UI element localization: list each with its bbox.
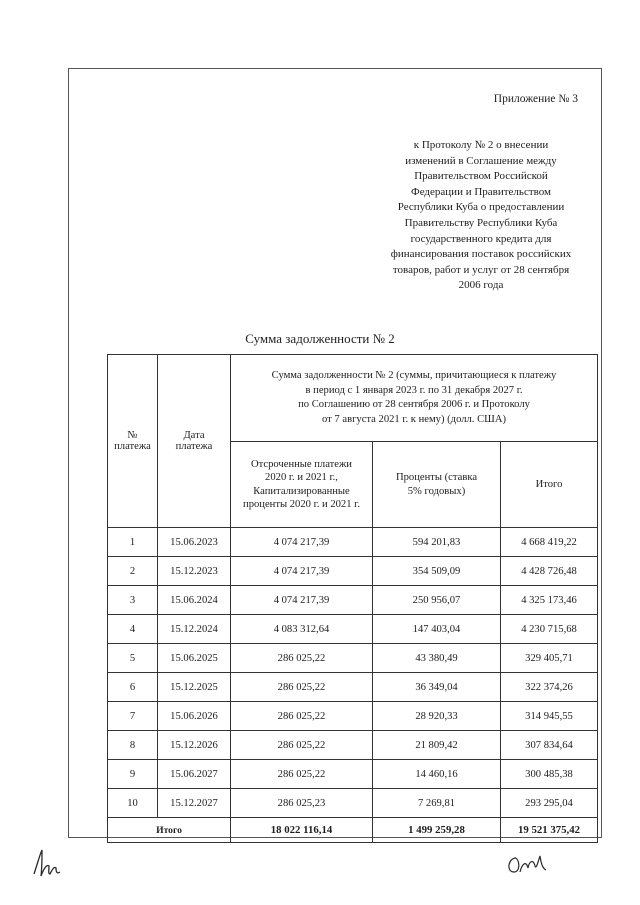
protocol-line: Правительством Российской — [414, 170, 548, 183]
row-deferred: 286 025,23 — [231, 789, 373, 818]
protocol-line: финансирования поставок российских — [390, 248, 572, 261]
row-total: 4 325 173,46 — [501, 586, 598, 615]
row-interest: 594 201,83 — [373, 528, 501, 557]
row-total: 314 945,55 — [501, 702, 598, 731]
row-number: 2 — [108, 557, 158, 586]
total-label: Итого — [108, 818, 231, 843]
protocol-line: изменений в Соглашение между — [405, 154, 557, 167]
header-line: № — [127, 430, 138, 441]
header-line: в период с 1 января 2023 г. по 31 декабря 2027 г. — [305, 384, 523, 396]
signature-initials-left — [30, 846, 70, 880]
row-interest: 36 349,04 — [373, 673, 501, 702]
header-line: Отсроченные платежи — [251, 458, 352, 470]
row-number: 6 — [108, 673, 158, 702]
header-deferred-payments — [231, 442, 373, 528]
row-deferred: 4 083 312,64 — [231, 615, 373, 644]
row-date: 15.12.2023 — [158, 557, 231, 586]
protocol-line: государственного кредита для — [410, 232, 552, 245]
table-row — [108, 760, 598, 789]
row-total: 322 374,26 — [501, 673, 598, 702]
row-total: 307 834,64 — [501, 731, 598, 760]
row-number: 3 — [108, 586, 158, 615]
protocol-line: 2006 года — [458, 279, 504, 292]
row-number: 7 — [108, 702, 158, 731]
row-date: 15.12.2027 — [158, 789, 231, 818]
row-number: 1 — [108, 528, 158, 557]
table-row — [108, 557, 598, 586]
row-total: 4 230 715,68 — [501, 615, 598, 644]
header-debt-group — [231, 355, 598, 442]
row-deferred: 286 025,22 — [231, 760, 373, 789]
row-total: 329 405,71 — [501, 644, 598, 673]
table-row — [108, 644, 598, 673]
row-date: 15.12.2024 — [158, 615, 231, 644]
table-row — [108, 673, 598, 702]
row-interest: 147 403,04 — [373, 615, 501, 644]
table-row — [108, 586, 598, 615]
row-deferred: 286 025,22 — [231, 644, 373, 673]
row-deferred: 4 074 217,39 — [231, 557, 373, 586]
header-total — [501, 442, 598, 528]
header-payment-date — [158, 355, 231, 528]
total-sum: 19 521 375,42 — [501, 818, 598, 843]
row-interest: 7 269,81 — [373, 789, 501, 818]
row-date: 15.06.2025 — [158, 644, 231, 673]
row-interest: 14 460,16 — [373, 760, 501, 789]
row-total: 293 295,04 — [501, 789, 598, 818]
row-interest: 354 509,09 — [373, 557, 501, 586]
protocol-line: Федерации и Правительством — [411, 185, 551, 198]
row-number: 10 — [108, 789, 158, 818]
row-date: 15.06.2026 — [158, 702, 231, 731]
row-date: 15.06.2023 — [158, 528, 231, 557]
header-line: Сумма задолженности № 2 (суммы, причитающиеся к платежу — [271, 370, 557, 381]
header-line: Итого — [535, 478, 563, 490]
table-row — [108, 528, 598, 557]
row-number: 4 — [108, 615, 158, 644]
table-row — [108, 702, 598, 731]
row-deferred: 4 074 217,39 — [231, 586, 373, 615]
header-line: Капитализированные — [253, 485, 350, 497]
row-deferred: 4 074 217,39 — [231, 528, 373, 557]
header-line: Дата — [183, 430, 205, 441]
row-deferred: 286 025,22 — [231, 673, 373, 702]
row-date: 15.12.2025 — [158, 673, 231, 702]
header-line: 2020 г. и 2021 г., — [265, 472, 338, 483]
appendix-label: Приложение № 3 — [493, 93, 578, 105]
debt-schedule-table — [107, 354, 598, 843]
row-number: 8 — [108, 731, 158, 760]
row-total: 300 485,38 — [501, 760, 598, 789]
protocol-line: Республики Куба о предоставлении — [397, 201, 565, 214]
protocol-line: товаров, работ и услуг от 28 сентября — [392, 263, 570, 276]
document-title: Сумма задолженности № 2 — [245, 331, 395, 346]
header-line: 5% годовых) — [407, 485, 466, 497]
protocol-line: к Протоколу № 2 о внесении — [413, 139, 549, 151]
header-line: Проценты (ставка — [395, 472, 478, 483]
header-line: по Соглашению от 28 сентября 2006 г. и Протоколу — [298, 399, 530, 410]
row-total: 4 428 726,48 — [501, 557, 598, 586]
row-date: 15.12.2026 — [158, 731, 231, 760]
row-deferred: 286 025,22 — [231, 702, 373, 731]
row-number: 9 — [108, 760, 158, 789]
total-interest: 1 499 259,28 — [373, 818, 501, 843]
row-interest: 43 380,49 — [373, 644, 501, 673]
row-deferred: 286 025,22 — [231, 731, 373, 760]
total-row — [108, 818, 598, 843]
header-payment-number — [108, 355, 158, 528]
row-date: 15.06.2027 — [158, 760, 231, 789]
row-date: 15.06.2024 — [158, 586, 231, 615]
header-interest — [373, 442, 501, 528]
row-total: 4 668 419,22 — [501, 528, 598, 557]
row-number: 5 — [108, 644, 158, 673]
signature-initials-right — [502, 848, 550, 878]
header-line: платежа — [114, 441, 151, 452]
table-row — [108, 731, 598, 760]
table-row — [108, 789, 598, 818]
row-interest: 28 920,33 — [373, 702, 501, 731]
table-row — [108, 615, 598, 644]
row-interest: 250 956,07 — [373, 586, 501, 615]
total-deferred: 18 022 116,14 — [231, 818, 373, 843]
row-interest: 21 809,42 — [373, 731, 501, 760]
protocol-reference — [370, 138, 592, 294]
header-line: проценты 2020 г. и 2021 г. — [243, 499, 360, 510]
header-line: от 7 августа 2021 г. к нему) (долл. США) — [321, 413, 507, 425]
protocol-line: Правительству Республики Куба — [404, 216, 558, 229]
header-line: платежа — [175, 441, 213, 452]
